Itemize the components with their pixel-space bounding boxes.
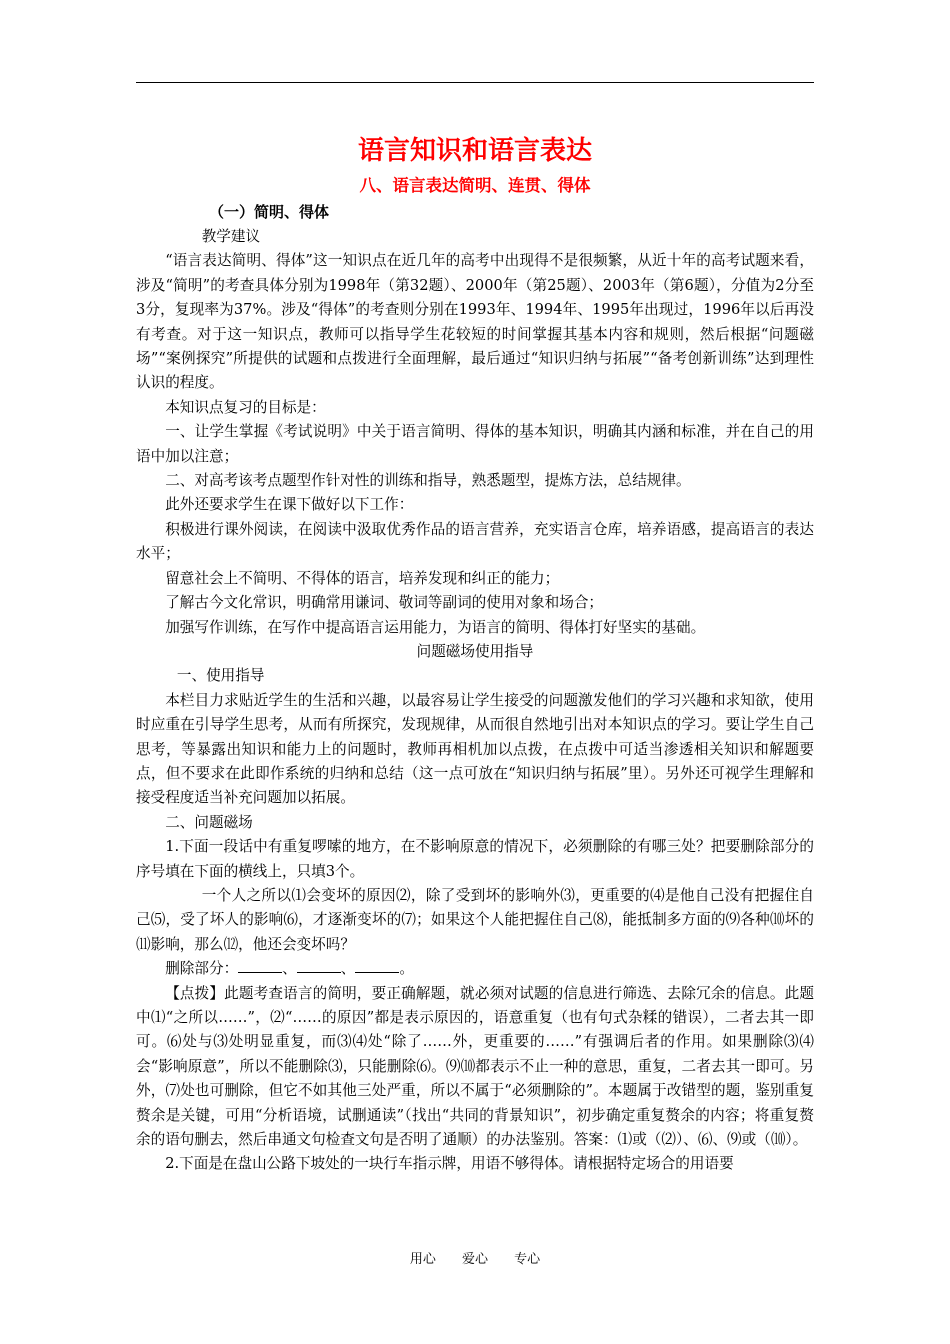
answer-blank-1[interactable] — [238, 960, 282, 973]
paragraph-observe: 留意社会上不简明、不得体的语言，培养发现和纠正的能力； — [165, 569, 560, 587]
question-1: 1.下面一段话中有重复啰嗦的地方，在不影响原意的情况下，必须删除的有哪三处？把要删除部分的序号填在下面的横线上，只填3个。 — [136, 838, 814, 880]
paragraph-goal-1: 一、让学生掌握《考试说明》中关于语言简明、得体的基本知识，明确其内涵和标准，并在自己的用语中加以注意； — [136, 423, 814, 465]
paragraph-reading: 积极进行课外阅读，在阅读中汲取优秀作品的语言营养，充实语言仓库，培养语感，提高语言的表达水平； — [136, 520, 814, 563]
footer-word-1: 用心 — [409, 1252, 436, 1267]
document-title: 语言知识和语言表达 — [357, 136, 592, 166]
question-1-passage: 一个人之所以⑴会变坏的原因⑵，除了受到坏的影响外⑶，更重要的⑷是他自己没有把握住自己⑸，受了坏人的影响⑹，才逐渐变坏的⑺；如果这个人能把握住自己⑻，能抵制多方面的⑼各种⑽坏的⑾影响，那么⑿，他还会变坏吗？ — [136, 886, 814, 953]
answer-line: 删除部分： 、 、 。 — [165, 960, 414, 978]
teaching-advice-heading: 教学建议 — [201, 228, 261, 245]
answer-label: 删除部分： — [165, 960, 239, 978]
question-field-heading: 二、问题磁场 — [165, 813, 253, 831]
section-heading: （一）简明、得体 — [209, 203, 330, 221]
paragraph-culture: 了解古今文化常识，明确常用谦词、敬词等副词的使用对象和场合； — [165, 594, 604, 612]
paragraph-usage: 本栏目力求贴近学生的生活和兴趣，以最容易让学生接受的问题激发他们的学习兴趣和求知欲，使用时应重在引导学生思考，从而有所探究，发现规律，从而很自然地引出对本知识点的学习。要让学生自己思考，等暴露出知识和能力上的问题时，教师再相机加以点拨，在点拨中可适当渗透相关知识和解题要点，但不要求在此即作系统的归纳和总结（这一点可放在“知识归纳与拓展”里）。另外还可视学生理解和接受程度适当补充问题加以拓展。 — [136, 691, 814, 807]
usage-guide-heading: 问题磁场使用指导 — [416, 642, 534, 660]
hint-paragraph: 【点拨】此题考查语言的简明，要正确解题，就必须对试题的信息进行筛选、去除冗余的信息。此题中⑴“之所以……”，⑵“……的原因”都是表示原因的，语意重复（也有句式杂糅的错误），二者去其一即可。⑹处与⑶处明显重复，而⑶⑷处“除了……外，更重要的……”有强调后者的作用。如果删除⑶⑷会“影响原意”，所以不能删除⑶，只能删除⑹。⑼⑽都表示不止一种的意思，重复，二者去其一即可。另外，⑺处也可删除，但它不如其他三处严重，所以不属于“必须删除的”。本题属于改错型的题，鉴别重复赘余是关键，可用“分析语境，试删通读”（找出“共同的背景知识”，初步确定重复赘余的内容；将重复赘余的语句删去，然后串通文句检查文句是否明了通顺）的办法鉴别。答案：⑴或（⑵）、⑹、⑼或（⑽）。 — [136, 984, 814, 1149]
footer-word-2: 爱心 — [461, 1252, 488, 1267]
chapter-subtitle: 八、语言表达简明、连贯、得体 — [359, 176, 591, 195]
footer-word-3: 专心 — [514, 1252, 541, 1267]
paragraph-homework: 此外还要求学生在课下做好以下工作： — [165, 496, 414, 514]
answer-blank-2[interactable] — [297, 960, 341, 973]
document-body — [136, 225, 814, 1177]
usage-heading: 一、使用指导 — [176, 667, 265, 685]
paragraph-goal-2: 二、对高考该考点题型作针对性的训练和指导，熟悉题型，提炼方法，总结规律。 — [165, 472, 691, 490]
paragraph-intro: “语言表达简明、得体”这一知识点在近几年的高考中出现得不是很频繁，从近十年的高考试题来看，涉及“简明”的考查具体分别为1998年（第32题）、2000年（第25题）、2003年（第6题），分值为2分至3分，复现率为37%。涉及“得体”的考查则分别在1993年、1994年、1995年出现过，1996年以后再没有考查。对于这一知识点，教师可以指导学生花较短的时间掌握其基本内容和规则，然后根据“问题磁场”“案例探究”所提供的试题和点拨进行全面理解，最后通过“知识归纳与拓展”“备考创新训练”达到理性认识的程度。 — [136, 252, 814, 392]
question-2: 2.下面是在盘山公路下坡处的一块行车指示牌，用语不够得体。请根据特定场合的用语要 — [165, 1155, 734, 1173]
page-footer — [0, 1250, 950, 1270]
header-rule — [136, 82, 814, 83]
answer-blank-3[interactable] — [355, 960, 399, 973]
paragraph-goals: 本知识点复习的目标是： — [165, 398, 326, 416]
paragraph-writing: 加强写作训练，在写作中提高语言运用能力，为语言的简明、得体打好坚实的基础。 — [165, 618, 706, 636]
